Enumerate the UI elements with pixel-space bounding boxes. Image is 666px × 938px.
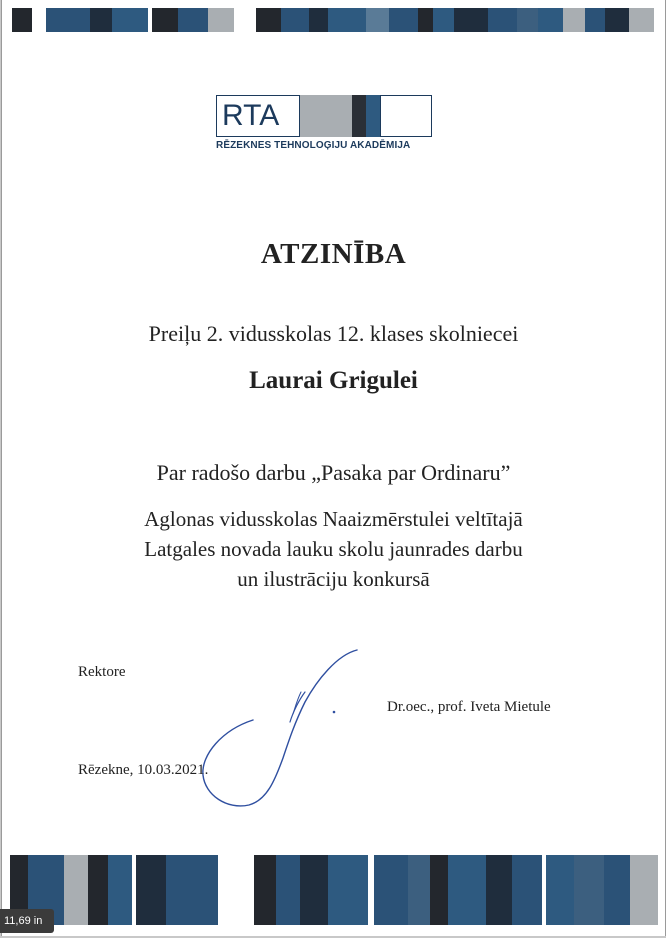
certificate-title: ATZINĪBA	[260, 238, 407, 270]
signer-role: Rektore	[78, 664, 126, 680]
page-size-indicator: 11,69 in	[0, 909, 54, 933]
logo-dark-block	[352, 95, 366, 137]
top-left-stripe-decoration	[12, 8, 234, 32]
handwritten-signature	[187, 640, 377, 810]
contest-line-1: Aglonas vidusskolas Naaizmērstulei veltītajā	[144, 507, 523, 531]
addressee-line: Preiļu 2. vidusskolas 12. klases skolniecei	[148, 321, 519, 346]
logo-grey-block	[300, 95, 352, 137]
place-and-date: Rēzekne, 10.03.2021.	[78, 762, 209, 778]
bottom-right-stripe-decoration	[254, 855, 658, 925]
work-title-line: Par radošo darbu „Pasaka par Ordinaru”	[156, 460, 511, 485]
logo-blue-block	[366, 95, 380, 137]
rta-logo	[216, 95, 441, 157]
contest-line-3: un ilustrāciju konkursā	[237, 567, 430, 591]
logo-outline-block	[380, 95, 432, 137]
recipient-name: Laurai Grigulei	[249, 367, 418, 394]
contest-line-2: Latgales novada lauku skolu jaunrades darbu	[144, 537, 523, 561]
document-page	[1, 0, 666, 936]
logo-mark: RTA	[222, 99, 280, 132]
signer-name: Dr.oec., prof. Iveta Mietule	[387, 699, 551, 715]
top-right-stripe-decoration	[256, 8, 654, 32]
institution-name: RĒZEKNES TEHNOLOĢIJU AKADĒMIJA	[216, 140, 411, 151]
